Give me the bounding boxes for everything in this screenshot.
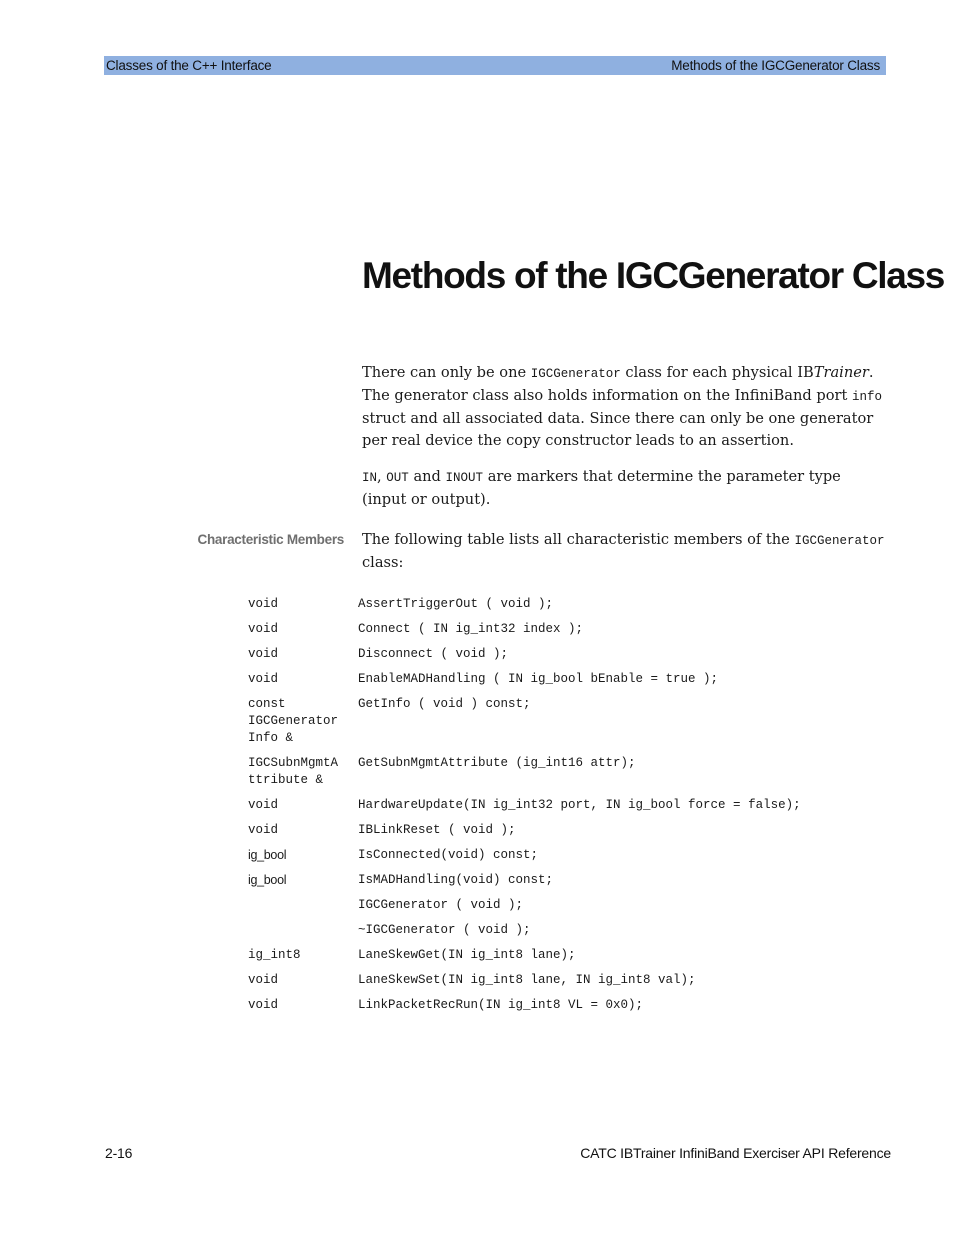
table-row <box>248 646 888 663</box>
method-signature: GetInfo ( void ) const; <box>358 697 531 711</box>
code-term: IN <box>362 471 378 485</box>
method-signature: EnableMADHandling ( IN ig_bool bEnable = true ); <box>358 672 719 686</box>
method-signature: IsMADHandling(void) const; <box>358 873 554 887</box>
side-heading: Characteristic Members <box>197 532 344 547</box>
header-chapter-title: Methods of the IGCGenerator Class <box>671 58 880 73</box>
method-signature: IBLinkReset ( void ); <box>358 823 516 837</box>
code-term: OUT <box>386 471 409 485</box>
table-row <box>248 997 888 1014</box>
method-signature: Disconnect ( void ); <box>358 647 509 661</box>
return-type: void <box>248 672 279 686</box>
method-signature: AssertTriggerOut ( void ); <box>358 597 554 611</box>
return-type: void <box>248 798 279 812</box>
table-row <box>248 596 888 613</box>
product-name-italic: Trainer <box>813 364 869 381</box>
method-signature: HardwareUpdate(IN ig_int32 port, IN ig_bool force = false); <box>358 798 801 812</box>
return-type: void <box>248 597 279 611</box>
method-signature: ~IGCGenerator ( void ); <box>358 923 531 937</box>
code-term: info <box>852 390 883 404</box>
method-signature: Connect ( IN ig_int32 index ); <box>358 622 584 636</box>
running-header <box>104 56 886 75</box>
members-table <box>248 596 888 1022</box>
method-signature: GetSubnMgmtAttribute (ig_int16 attr); <box>358 756 636 770</box>
method-signature: IGCGenerator ( void ); <box>358 898 524 912</box>
members-intro-paragraph: The following table lists all characteristic members of the IGCGenerator class: <box>362 531 885 571</box>
return-type <box>248 922 358 939</box>
table-row <box>248 947 888 964</box>
table-row <box>248 621 888 638</box>
code-term: IGCGenerator <box>794 534 885 548</box>
table-row <box>248 822 888 839</box>
code-term: IGCGenerator <box>530 367 621 381</box>
return-type: const IGCGenerator Info & <box>248 697 339 745</box>
page-number: 2-16 <box>105 1145 133 1161</box>
header-section-title: Classes of the C++ Interface <box>106 58 272 73</box>
method-signature: LaneSkewSet(IN ig_int8 lane, IN ig_int8 val); <box>358 973 696 987</box>
return-type: ig_bool <box>248 848 287 862</box>
return-type: void <box>248 622 279 636</box>
intro-paragraph: There can only be one IGCGenerator class for each physical IBTrainer. The generator class also holds information on the InfiniBand port info struct and all associated data. Since there can only be one generator per real device the copy constructor leads to an assertion. <box>362 364 883 449</box>
markers-paragraph: IN, OUT and INOUT are markers that determine the parameter type (input or output). <box>362 468 841 508</box>
table-row <box>248 797 888 814</box>
return-type: IGCSubnMgmtA ttribute & <box>248 756 339 787</box>
table-row <box>248 755 888 789</box>
return-type <box>248 897 358 914</box>
code-term: INOUT <box>445 471 484 485</box>
document-title: CATC IBTrainer InfiniBand Exerciser API Reference <box>580 1145 891 1161</box>
return-type: void <box>248 823 279 837</box>
page-title: Methods of the IGCGenerator Class <box>362 255 945 296</box>
table-row <box>248 897 888 914</box>
return-type: void <box>248 973 279 987</box>
table-row <box>248 696 888 747</box>
method-signature: LinkPacketRecRun(IN ig_int8 VL = 0x0); <box>358 998 644 1012</box>
return-type: void <box>248 647 279 661</box>
method-signature: LaneSkewGet(IN ig_int8 lane); <box>358 948 576 962</box>
table-row <box>248 972 888 989</box>
return-type: void <box>248 998 279 1012</box>
table-row <box>248 922 888 939</box>
return-type: ig_int8 <box>248 948 301 962</box>
table-row <box>248 671 888 688</box>
return-type: ig_bool <box>248 873 287 887</box>
table-row <box>248 847 888 864</box>
table-row <box>248 872 888 889</box>
method-signature: IsConnected(void) const; <box>358 848 539 862</box>
